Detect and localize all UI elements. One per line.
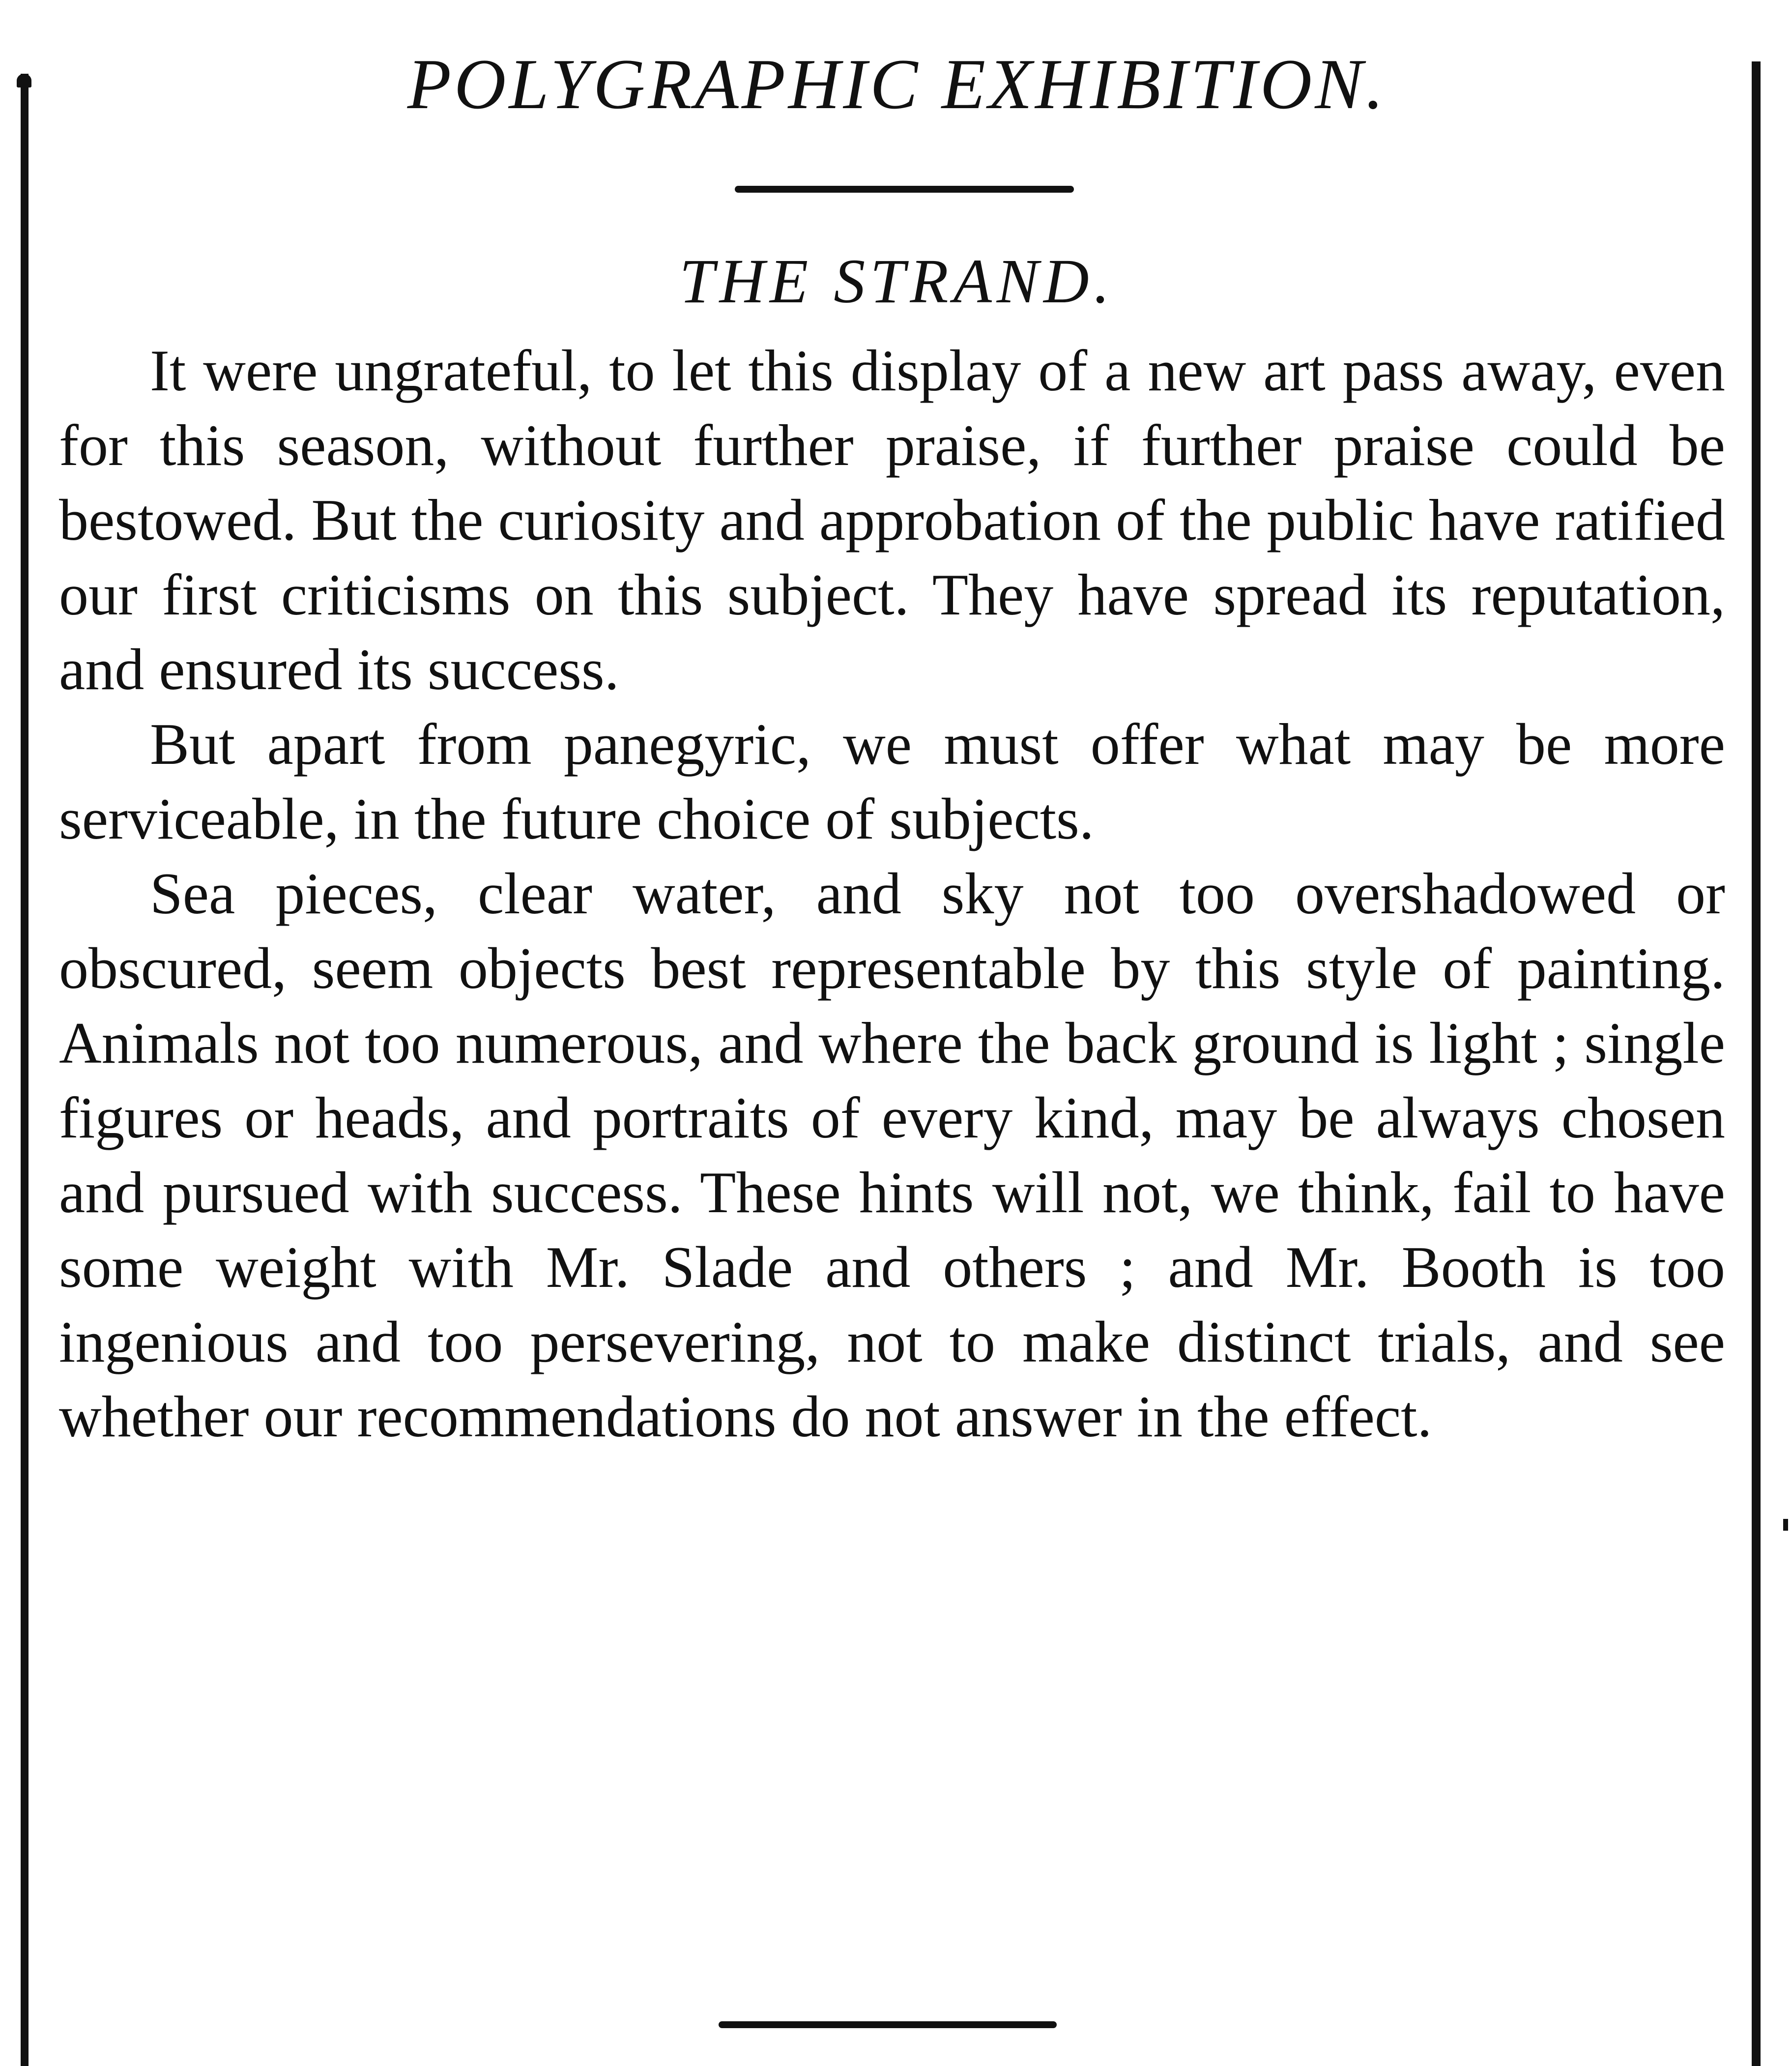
heading-divider [735,186,1074,193]
article-heading: POLYGRAPHIC EXHIBITION. [407,44,1387,124]
article-paragraph: But apart from panegyric, we must offer what may be more serviceable, in the future choice of subjects. [59,711,1725,851]
article-paragraph: It were ungrateful, to let this display of a new art pass away, even for this season, without further praise, if further praise could be bestowed. But the curiosity and approbation of the public have ratified our first criticisms on this subject. They have spread its reputation, and ensured its success. [59,338,1725,702]
stray-print-mark [1783,1519,1788,1531]
footer-divider [719,2021,1057,2028]
left-column-rule-tick [17,74,31,87]
article-paragraph: Sea pieces, clear water, and sky not too overshadowed or obscured, seem objects best representable by this style of painting. Animals not too numerous, and where the back ground is light ; single figures or heads, and portraits of every kind, may be always chosen and pursued with success. These hints will not, we think, fail to have some weight with Mr. Slade and others ; and Mr. Booth is too ingenious and too persevering, not to make distinct trials, and see whether our recommendations do not answer in the effect. [59,861,1725,1449]
article-subheading: THE STRAND. [679,246,1115,316]
right-column-rule [1752,61,1761,2066]
left-column-rule [21,74,29,2066]
article-body [59,333,1725,1454]
